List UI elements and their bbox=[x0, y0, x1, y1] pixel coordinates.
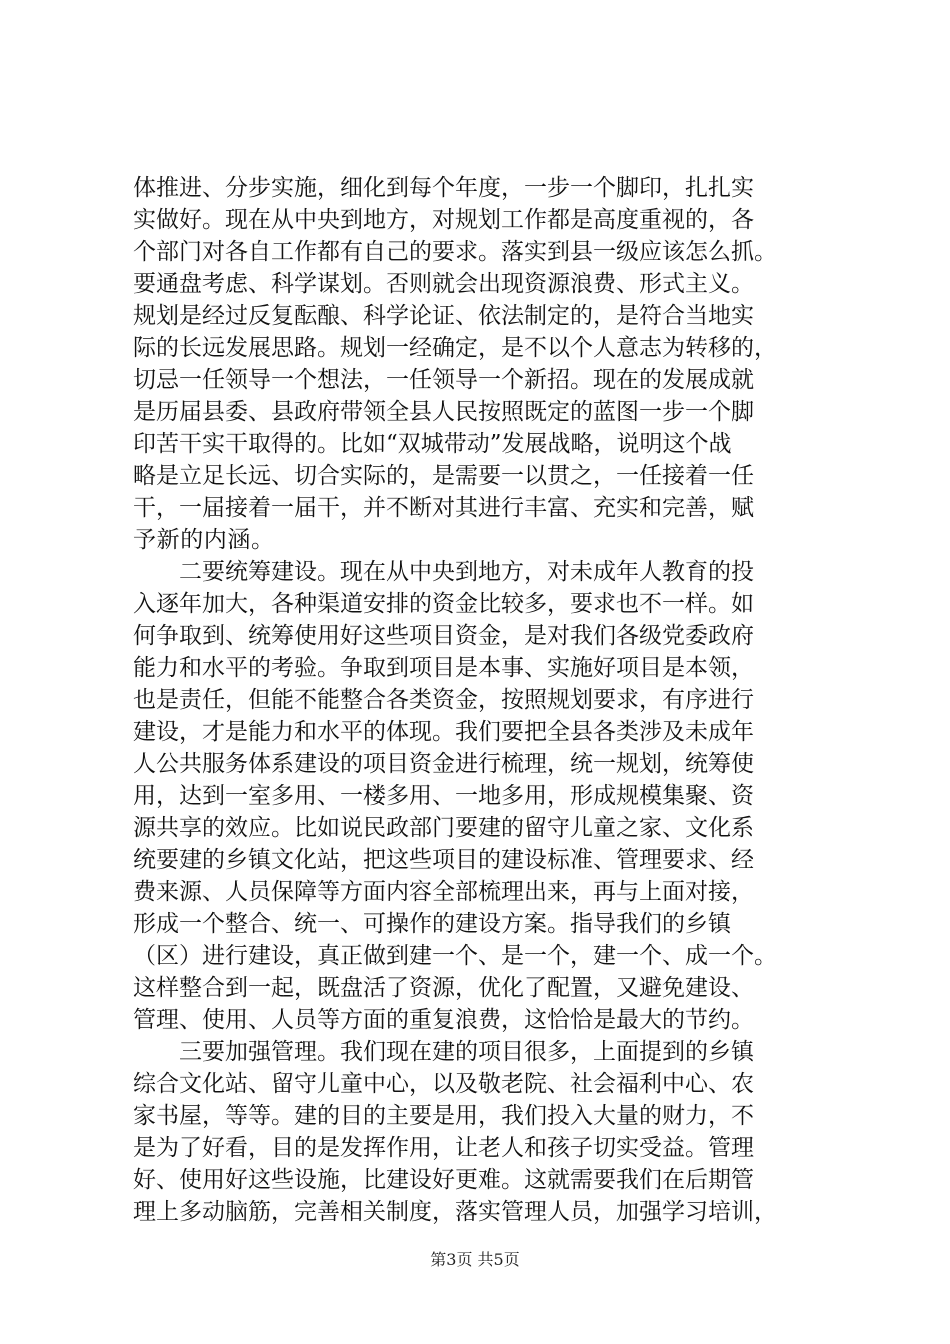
text-line: 实做好。现在从中央到地方，对规划工作都是高度重视的，各 bbox=[133, 207, 754, 233]
text-line: 印苦干实干取得的。比如“双城带动”发展战略，说明这个战 bbox=[133, 431, 732, 457]
text-line: 要通盘考虑、科学谋划。否则就会出现资源浪费、形式主义。 bbox=[133, 271, 754, 297]
text-line: 规划是经过反复酝酿、科学论证、依法制定的，是符合当地实 bbox=[133, 303, 754, 329]
text-line: 也是责任，但能不能整合各类资金，按照规划要求，有序进行 bbox=[133, 687, 754, 713]
text-line: 统要建的乡镇文化站，把这些项目的建设标准、管理要求、经 bbox=[133, 847, 754, 873]
text-line: 好、使用好这些设施，比建设好更难。这就需要我们在后期管 bbox=[133, 1167, 754, 1193]
text-line: 家书屋，等等。建的目的主要是用，我们投入大量的财力，不 bbox=[133, 1103, 754, 1129]
text-line: 费来源、人员保障等方面内容全部梳理出来，再与上面对接， bbox=[133, 879, 754, 905]
text-line: 二要统筹建设。现在从中央到地方，对未成年人教育的投 bbox=[133, 559, 754, 585]
text-line: 予新的内涵。 bbox=[133, 527, 275, 553]
text-line: 体推进、分步实施，细化到每个年度，一步一个脚印，扎扎实 bbox=[133, 175, 754, 201]
text-line: 际的长远发展思路。规划一经确定，是不以个人意志为转移的， bbox=[133, 335, 777, 361]
text-line: 个部门对各自工作都有自己的要求。落实到县一级应该怎么抓。 bbox=[133, 239, 777, 265]
text-line: 切忌一任领导一个想法，一任领导一个新招。现在的发展成就 bbox=[133, 367, 754, 393]
text-line: （区）进行建设，真正做到建一个、是一个，建一个、成一个。 bbox=[133, 943, 777, 969]
text-line: 理上多动脑筋，完善相关制度，落实管理人员，加强学习培训， bbox=[133, 1199, 777, 1225]
text-line: 人公共服务体系建设的项目资金进行梳理，统一规划，统筹使 bbox=[133, 751, 754, 777]
text-line: 用，达到一室多用、一楼多用、一地多用，形成规模集聚、资 bbox=[133, 783, 754, 809]
text-line: 是为了好看，目的是发挥作用，让老人和孩子切实受益。管理 bbox=[133, 1135, 754, 1161]
text-line: 源共享的效应。比如说民政部门要建的留守儿童之家、文化系 bbox=[133, 815, 754, 841]
text-line: 何争取到、统筹使用好这些项目资金，是对我们各级党委政府 bbox=[133, 623, 754, 649]
page-footer: 第3页 共5页 bbox=[430, 1250, 520, 1269]
text-line: 略是立足长远、切合实际的，是需要一以贯之，一任接着一任 bbox=[133, 463, 754, 489]
text-line: 能力和水平的考验。争取到项目是本事、实施好项目是本领， bbox=[133, 655, 754, 681]
body-text bbox=[133, 172, 833, 1228]
text-line: 建设，才是能力和水平的体现。我们要把全县各类涉及未成年 bbox=[133, 719, 754, 745]
text-line: 干，一届接着一届干，并不断对其进行丰富、充实和完善，赋 bbox=[133, 495, 754, 521]
text-line: 综合文化站、留守儿童中心，以及敬老院、社会福利中心、农 bbox=[133, 1071, 754, 1097]
text-line: 是历届县委、县政府带领全县人民按照既定的蓝图一步一个脚 bbox=[133, 399, 754, 425]
text-line: 三要加强管理。我们现在建的项目很多，上面提到的乡镇 bbox=[133, 1039, 754, 1065]
text-line: 这样整合到一起，既盘活了资源，优化了配置，又避免建设、 bbox=[133, 975, 754, 1001]
text-line: 形成一个整合、统一、可操作的建设方案。指导我们的乡镇 bbox=[133, 911, 731, 937]
text-line: 入逐年加大，各种渠道安排的资金比较多，要求也不一样。如 bbox=[133, 591, 754, 617]
text-line: 管理、使用、人员等方面的重复浪费，这恰恰是最大的节约。 bbox=[133, 1007, 754, 1033]
